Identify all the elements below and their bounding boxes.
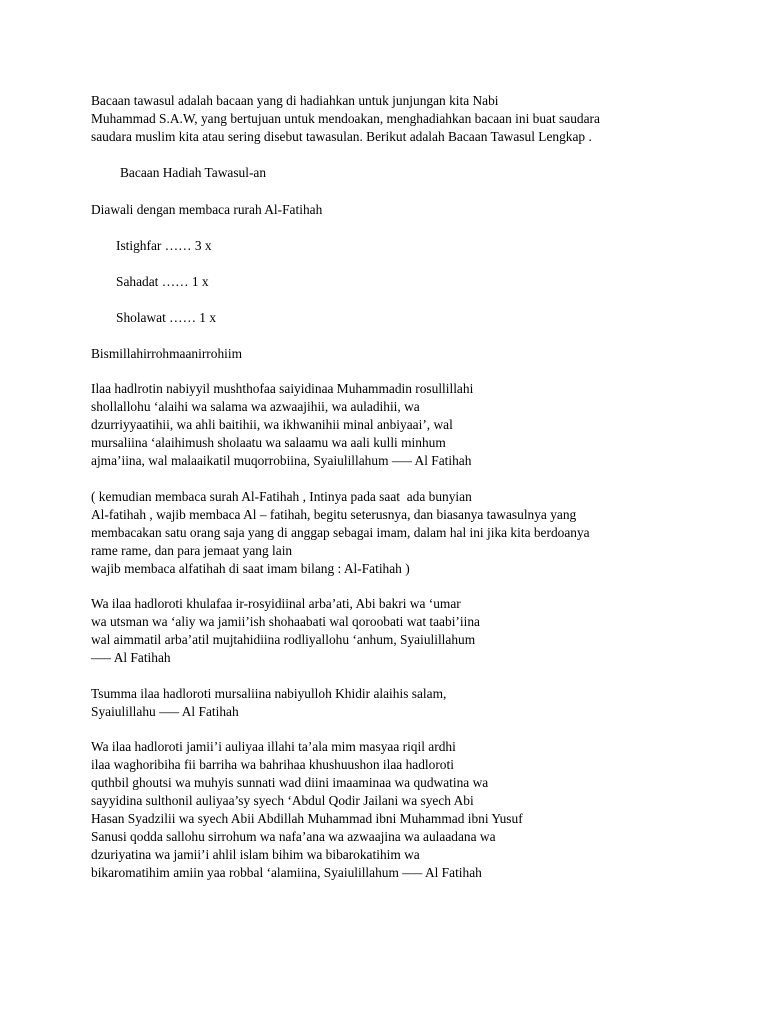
recitation-istighfar: Istighfar …… 3 x xyxy=(116,238,212,253)
section2-paragraph xyxy=(91,595,480,667)
section2-line: Wa ilaa hadloroti khulafaa ir-rosyidiinal arba’ati, Abi bakri wa ‘umar xyxy=(91,596,461,611)
intro-line: Bacaan tawasul adalah bacaan yang di hadiahkan untuk junjungan kita Nabi xyxy=(91,93,499,108)
intro-line: saudara muslim kita atau sering disebut tawasulan. Berikut adalah Bacaan Tawasul Lengkap . xyxy=(91,129,592,144)
section3-line: Syaiulillahu ––– Al Fatihah xyxy=(91,704,239,719)
basmalah-line: Bismillahirrohmaanirrohiim xyxy=(91,346,242,361)
section1-line: dzurriyyaatihii, wa ahli baitihii, wa ikhwanihii minal anbiyaai’, wal xyxy=(91,417,453,432)
recitation-sholawat: Sholawat …… 1 x xyxy=(116,310,217,325)
section1-line: shollallohu ‘alaihi wa salama wa azwaajihii, wa auladihii, wa xyxy=(91,399,420,414)
note-line: membacakan satu orang saja yang di anggap sebagai imam, dalam hal ini jika kita berdoanya xyxy=(91,525,590,540)
section1-line: Ilaa hadlrotin nabiyyil mushthofaa saiyidinaa Muhammadin rosullillahi xyxy=(91,381,474,396)
note-line: wajib membaca alfatihah di saat imam bilang : Al-Fatihah ) xyxy=(91,561,410,576)
section4-line: Wa ilaa hadloroti jamii’i auliyaa illahi ta’ala mim masyaa riqil ardhi xyxy=(91,739,456,754)
opening-line: Diawali dengan membaca rurah Al-Fatihah xyxy=(91,202,323,217)
section4-line: quthbil ghoutsi wa muhyis sunnati wad diini imaaminaa wa qudwatina wa xyxy=(91,775,489,790)
section1-line: ajma’iina, wal malaaikatil muqorrobiina, Syaiulillahum ––– Al Fatihah xyxy=(91,453,472,468)
section2-line: wa utsman wa ‘aliy wa jamii’ish shohaabati wal qoroobati wat taabi’iina xyxy=(91,614,480,629)
section-heading: Bacaan Hadiah Tawasul-an xyxy=(120,165,267,180)
section4-line: bikaromatihim amiin yaa robbal ‘alamiina, Syaiulillahum ––– Al Fatihah xyxy=(91,865,482,880)
section4-line: ilaa waghoribiha fii barriha wa bahrihaa khushuushon ilaa hadloroti xyxy=(91,757,454,772)
section2-line: wal aimmatil arba’atil mujtahidiina rodliyallohu ‘anhum, Syaiulillahum xyxy=(91,632,476,647)
note-paragraph xyxy=(91,488,590,578)
section1-line: mursaliina ‘alaihimush sholaatu wa salaamu wa aali kulli minhum xyxy=(91,435,446,450)
note-line: rame rame, dan para jemaat yang lain xyxy=(91,543,293,558)
section4-paragraph xyxy=(91,738,523,882)
section4-line: sayyidina sulthonil auliyaa’sy syech ‘Abdul Qodir Jailani wa syech Abi xyxy=(91,793,474,808)
section3-line: Tsumma ilaa hadloroti mursaliina nabiyulloh Khidir alaihis salam, xyxy=(91,686,447,701)
section3-paragraph xyxy=(91,685,446,721)
note-line: ( kemudian membaca surah Al-Fatihah , Intinya pada saat ada bunyian xyxy=(91,489,472,504)
section2-line: ––– Al Fatihah xyxy=(91,650,171,665)
recitation-sahadat: Sahadat …… 1 x xyxy=(116,274,209,289)
section4-line: dzuriyatina wa jamii’i ahlil islam bihim wa bibarokatihim wa xyxy=(91,847,420,862)
section4-line: Sanusi qodda sallohu sirrohum wa nafa’ana wa azwaajina wa aulaadana wa xyxy=(91,829,496,844)
section4-line: Hasan Syadzilii wa syech Abii Abdillah Muhammad ibni Muhammad ibni Yusuf xyxy=(91,811,523,826)
intro-paragraph xyxy=(91,92,600,146)
intro-line: Muhammad S.A.W, yang bertujuan untuk mendoakan, menghadiahkan bacaan ini buat saudara xyxy=(91,111,600,126)
section1-paragraph xyxy=(91,380,473,470)
note-line: Al-fatihah , wajib membaca Al – fatihah, begitu seterusnya, dan biasanya tawasulnya yang xyxy=(91,507,577,522)
